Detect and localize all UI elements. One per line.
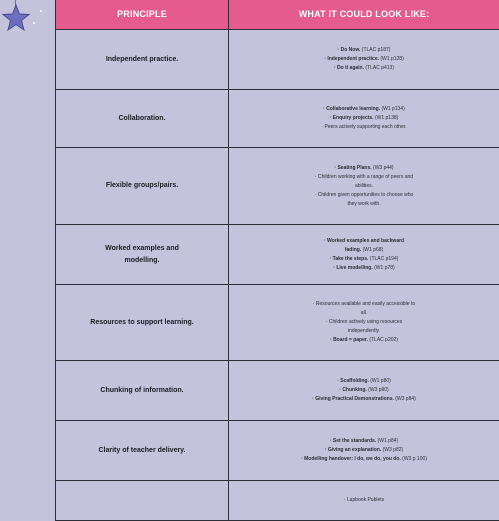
strategy-name: · Giving an explanation. <box>325 447 381 453</box>
detail-line <box>235 437 493 446</box>
principle-text: Flexible groups/pairs. <box>106 180 178 192</box>
detail-line <box>235 173 493 182</box>
strategy-name: · Scaffolding. <box>337 378 369 384</box>
detail-cell <box>229 421 499 481</box>
detail-line <box>235 264 493 273</box>
detail-line <box>235 237 493 246</box>
strategy-name: · Enquiry projects. <box>330 115 374 121</box>
reference-text: all. <box>361 310 367 316</box>
detail-line <box>235 300 493 309</box>
reference-text: (W3 p84) <box>394 396 416 402</box>
reference-text: (W1 p80) <box>369 378 391 384</box>
principle-cell <box>56 148 229 225</box>
reference-text: they work with. <box>347 201 380 207</box>
detail-line <box>235 377 493 386</box>
strategy-name: · Chunking. <box>339 387 367 393</box>
reference-text: · Children given opportunities to choose who <box>315 192 414 198</box>
reference-text: (TLAC p187) <box>360 47 390 53</box>
table-row <box>56 421 499 481</box>
principle-text: Chunking of information. <box>100 385 183 397</box>
principle-text: Resources to support learning. <box>90 317 193 329</box>
detail-line <box>235 191 493 200</box>
detail-cell <box>229 481 499 521</box>
star-icon <box>2 4 30 32</box>
detail-line <box>235 114 493 123</box>
detail-cell <box>229 90 499 148</box>
header-principle: PRINCIPLE <box>56 0 229 30</box>
strategy-name: · Take the steps. <box>330 256 369 262</box>
detail-line <box>235 123 493 132</box>
detail-line <box>235 55 493 64</box>
detail-line <box>235 327 493 336</box>
detail-line <box>235 496 493 505</box>
reference-text: · Children working with a range of peers and <box>315 174 413 180</box>
reference-text: (W1 p78) <box>373 265 395 271</box>
detail-line <box>235 246 493 255</box>
table-header-row <box>56 0 499 30</box>
header-what-it-could-look-like: WHAT IT COULD LOOK LIKE: <box>229 0 499 30</box>
detail-line <box>235 395 493 404</box>
table-row <box>56 30 499 90</box>
detail-line <box>235 318 493 327</box>
principle-cell <box>56 421 229 481</box>
table-row <box>56 148 499 225</box>
strategy-name: fading. <box>345 247 361 253</box>
sparkle <box>33 22 35 24</box>
sparkle <box>40 10 42 12</box>
reference-text: (W3 p 100) <box>401 456 427 462</box>
table-row <box>56 361 499 421</box>
detail-line <box>235 46 493 55</box>
strategy-name: · Live modelling. <box>333 265 372 271</box>
strategy-name: · Do Now. <box>338 47 361 53</box>
table-row <box>56 90 499 148</box>
strategy-name: · Collaborative learning. <box>323 106 380 112</box>
principle-cell <box>56 90 229 148</box>
reference-text: · Children actively using resources <box>326 319 402 325</box>
detail-cell <box>229 225 499 285</box>
table-row <box>56 285 499 361</box>
detail-line <box>235 309 493 318</box>
strategy-name: · Independent practice. <box>324 56 379 62</box>
reference-text: (TLAC p202) <box>368 337 398 343</box>
reference-text: abilities. <box>355 183 373 189</box>
strategy-name: · Modelling handover: I do, we do, you do. <box>301 456 401 462</box>
reference-text: · Lapbook Publets <box>344 497 384 503</box>
reference-text: · Peers actively supporting each other. <box>321 124 406 130</box>
strategy-name: · Board = paper. <box>330 337 368 343</box>
reference-text: (TLAC p413) <box>364 65 394 71</box>
strategy-name: · Seating Plans. <box>334 165 371 171</box>
principle-cell <box>56 225 229 285</box>
reference-text: (W1 p134) <box>380 106 405 112</box>
detail-line <box>235 446 493 455</box>
principles-table <box>55 0 499 521</box>
reference-text: (W1 p128) <box>379 56 404 62</box>
reference-text: (W1 p138) <box>374 115 399 121</box>
detail-cell <box>229 361 499 421</box>
principle-cell <box>56 481 229 521</box>
detail-line <box>235 105 493 114</box>
detail-cell <box>229 30 499 90</box>
principle-text: Worked examples and modelling. <box>87 243 197 267</box>
detail-cell <box>229 148 499 225</box>
reference-text: · Resources available and easily accessible to <box>313 301 415 307</box>
detail-line <box>235 455 493 464</box>
principle-cell <box>56 361 229 421</box>
detail-line <box>235 255 493 264</box>
strategy-name: · Do it again. <box>334 65 364 71</box>
reference-text: (W3 p90) <box>367 387 389 393</box>
reference-text: (W1 p68) <box>361 247 383 253</box>
reference-text: (W3 p44) <box>372 165 394 171</box>
table-row <box>56 481 499 521</box>
detail-line <box>235 386 493 395</box>
reference-text: (W3 p82) <box>381 447 403 453</box>
detail-line <box>235 164 493 173</box>
detail-line <box>235 64 493 73</box>
detail-line <box>235 336 493 345</box>
principle-text: Independent practice. <box>106 54 178 66</box>
reference-text: (W1 p84) <box>376 438 398 444</box>
table-body <box>56 30 499 521</box>
principle-cell <box>56 30 229 90</box>
detail-cell <box>229 285 499 361</box>
principle-cell <box>56 285 229 361</box>
reference-text: (TLAC p194) <box>368 256 398 262</box>
principle-text: Collaboration. <box>118 113 165 125</box>
detail-line <box>235 200 493 209</box>
reference-text: independently. <box>348 328 380 334</box>
strategy-name: · Giving Practical Demonstrations. <box>312 396 394 402</box>
detail-line <box>235 182 493 191</box>
strategy-name: · Set the standards. <box>330 438 376 444</box>
strategy-name: · Worked examples and backward <box>324 238 404 244</box>
table-row <box>56 225 499 285</box>
principle-text: Clarity of teacher delivery. <box>98 445 185 457</box>
